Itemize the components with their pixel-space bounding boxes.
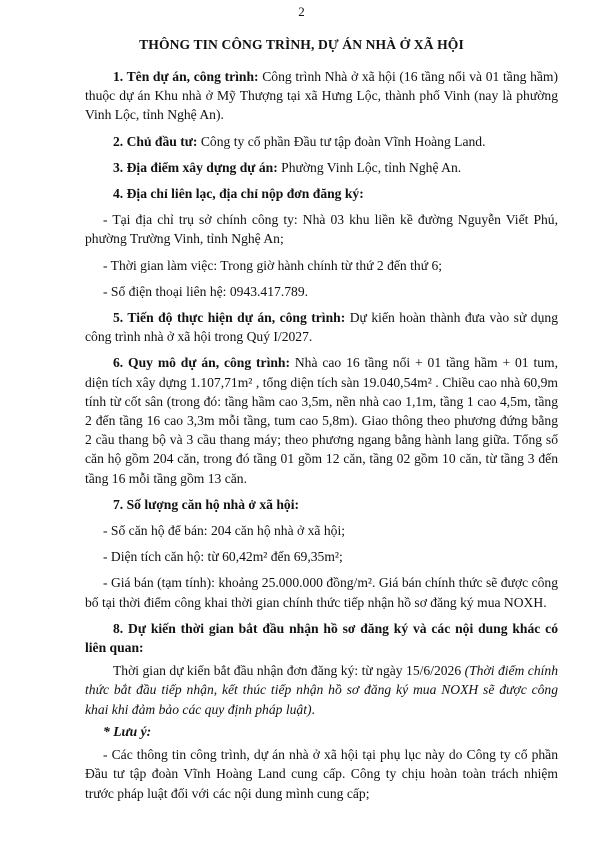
section-7-label: 7. Số lượng căn hộ nhà ở xã hội: bbox=[113, 496, 300, 512]
section-5-label: 5. Tiến độ thực hiện dự án, công trình: bbox=[113, 310, 346, 326]
section-2 bbox=[85, 132, 558, 151]
page-title: THÔNG TIN CÔNG TRÌNH, DỰ ÁN NHÀ Ở XÃ HỘI bbox=[139, 37, 464, 52]
section-1 bbox=[85, 67, 558, 125]
section-2-label: 2. Chủ đầu tư: bbox=[113, 133, 198, 149]
page-number: 2 bbox=[298, 4, 305, 19]
note-label: * Lưu ý: bbox=[103, 723, 152, 739]
section-1-text: Công trình Nhà ở xã hội (16 tầng nổi và 01 tầng hầm) thuộc dự án Khu nhà ở Mỹ Thượng tại xã Hưng Lộc, thành phố Vinh (nay là phường Vinh Lộc, tỉnh Nghệ An). bbox=[85, 69, 558, 123]
section-5 bbox=[85, 308, 558, 346]
section-7 bbox=[85, 495, 558, 514]
section-8-label: 8. Dự kiến thời gian bắt đầu nhận hồ sơ đăng ký và các nội dung khác có liên quan: bbox=[85, 620, 558, 656]
section-5-text: Dự kiến hoàn thành đưa vào sử dụng công trình nhà ở xã hội trong Quý I/2027. bbox=[85, 310, 558, 345]
section-8 bbox=[85, 619, 558, 657]
section-3 bbox=[85, 158, 558, 177]
section-4-label: 4. Địa chỉ liên lạc, địa chỉ nộp đơn đăng ký: bbox=[113, 186, 364, 202]
section-6-label: 6. Quy mô dự án, công trình: bbox=[113, 355, 291, 371]
section-3-label: 3. Địa điểm xây dựng dự án: bbox=[113, 159, 278, 175]
section-6-text: Nhà cao 16 tầng nổi + 01 tầng hầm + 01 tum, diện tích xây dựng 1.107,71m² , tổng diện tích sàn 19.040,54m² . Chiều cao nhà 60,9m tính từ cốt sân (trong đó: tầng hầm cao 3,5m, nền nhà cao 1,1m, tầng 1 cao 4,5m, tầng 2 đến tầng 16 cao 3,3m mỗi tầng, tum cao 5,8m). Giao thông theo phương đứng bằng 2 cầu thang bộ và 3 cầu thang máy; theo phương ngang bằng hành lang giữa. Tổng số căn hộ gồm 204 căn, trong đó tầng 01 gồm 12 căn, tầng 02 gồm 10 căn, từ tầng 3 đến tầng 16 mỗi tầng gồm 13 căn. bbox=[85, 355, 558, 486]
section-8-body bbox=[85, 661, 558, 719]
note-heading bbox=[85, 722, 558, 741]
section-1-label: 1. Tên dự án, công trình: bbox=[113, 69, 259, 84]
section-8-text: Thời gian dự kiến bắt đầu nhận đơn đăng ký: từ ngày 15/6/2026 bbox=[113, 663, 465, 679]
document-body bbox=[85, 67, 558, 803]
section-7-item: - Số căn hộ để bán: 204 căn hộ nhà ở xã hội; bbox=[103, 523, 345, 539]
section-6 bbox=[85, 353, 558, 487]
section-7-item: - Giá bán (tạm tính): khoảng 25.000.000 đồng/m². Giá bán chính thức sẽ được công bố tại thời điểm công khai thời gian chính thức tiếp nhận hồ sơ đăng ký mua NOXH. bbox=[85, 575, 558, 610]
section-4-item: - Tại địa chỉ trụ sở chính công ty: Nhà 03 khu liền kề đường Nguyễn Viết Phú, phường Trường Vinh, tỉnh Nghệ An; bbox=[85, 212, 558, 247]
section-7-item: - Diện tích căn hộ: từ 60,42m² đến 69,35m²; bbox=[103, 549, 343, 565]
section-4-item: - Thời gian làm việc: Trong giờ hành chính từ thứ 2 đến thứ 6; bbox=[103, 257, 443, 273]
section-2-text: Công ty cổ phần Đầu tư tập đoàn Vĩnh Hoàng Land. bbox=[197, 133, 486, 149]
note-text: - Các thông tin công trình, dự án nhà ở xã hội tại phụ lục này do Công ty cổ phần Đầu tư tập đoàn Vĩnh Hoàng Land cung cấp. Công ty chịu hoàn toàn trách nhiệm trước pháp luật đối với các nội dung mình cung cấp; bbox=[85, 747, 558, 801]
section-3-text: Phường Vinh Lộc, tỉnh Nghệ An. bbox=[277, 159, 462, 175]
section-8-italic-note: (Thời điểm chính thức bắt đầu tiếp nhận, kết thúc tiếp nhận hồ sơ đăng ký mua NOXH sẽ được công khai khi đảm bảo các quy định pháp luật) bbox=[85, 663, 558, 717]
section-8-end: . bbox=[311, 701, 315, 717]
section-4 bbox=[85, 184, 558, 203]
section-4-item: - Số điện thoại liên hệ: 0943.417.789. bbox=[103, 283, 309, 299]
